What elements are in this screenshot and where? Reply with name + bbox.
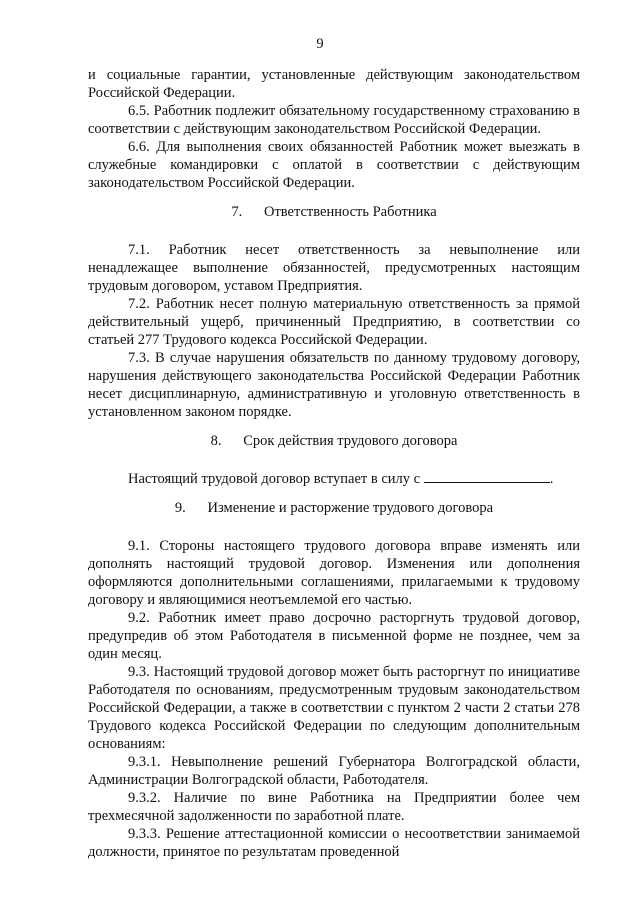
paragraph-9-3-2: 9.3.2. Наличие по вине Работника на Предприятии более чем трехмесячной задолженности по заработной плате. <box>88 790 580 824</box>
effective-date-period: . <box>549 471 554 487</box>
paragraph-7-3: 7.3. В случае нарушения обязательств по данному трудовому договору, нарушения действующего законодательства Российской Федерации Работник несет дисциплинарную, административную и уголовную ответственность в установленном законом порядке. <box>88 350 580 420</box>
paragraph-6-6: 6.6. Для выполнения своих обязанностей Работник может выезжать в служебные командировки с оплатой в соответствии с действующим законодательством Российской Федерации. <box>88 139 580 191</box>
paragraph-9-1: 9.1. Стороны настоящего трудового договора вправе изменять или дополнять настоящий трудовой договор. Изменения или дополнения оформляются дополнительными соглашениями, прилагаемыми к трудовому договору и являющимися неотъемлемой его частью. <box>88 538 580 608</box>
paragraph-8-effective-date <box>88 470 580 488</box>
paragraph-9-3-3: 9.3.3. Решение аттестационной комиссии о несоответствии занимаемой должности, принятое по результатам проведенной <box>88 826 580 860</box>
section-9-heading: 9. Изменение и расторжение трудового договора <box>174 500 494 516</box>
paragraph-9-2: 9.2. Работник имеет право досрочно расторгнуть трудовой договор, предупредив об этом Работодателя в письменной форме не позднее, чем за один месяц. <box>88 610 580 662</box>
section-7-heading: 7. Ответственность Работника <box>231 204 437 220</box>
document-body <box>88 66 580 861</box>
paragraph-6-continuation: и социальные гарантии, установленные действующим законодательством Российской Федерации. <box>88 67 580 101</box>
page-number: 9 <box>316 36 324 52</box>
paragraph-9-3-1: 9.3.1. Невыполнение решений Губернатора Волгоградской области, Администрации Волгоградской области, Работодателя. <box>88 754 580 788</box>
effective-date-text: Настоящий трудовой договор вступает в силу с <box>128 471 421 487</box>
paragraph-7-2: 7.2. Работник несет полную материальную ответственность за прямой действительный ущерб, причиненный Предприятию, в соответствии со статьей 277 Трудового кодекса Российской Федерации. <box>88 296 580 348</box>
paragraph-7-1: 7.1. Работник несет ответственность за невыполнение или ненадлежащее выполнение обязанностей, предусмотренных настоящим трудовым договором, уставом Предприятия. <box>88 242 580 294</box>
paragraph-6-5: 6.5. Работник подлежит обязательному государственному страхованию в соответствии с действующим законодательством Российской Федерации. <box>88 103 580 137</box>
date-blank-line <box>424 470 550 483</box>
section-8-heading: 8. Срок действия трудового договора <box>210 433 458 449</box>
paragraph-9-3: 9.3. Настоящий трудовой договор может быть расторгнут по инициативе Работодателя по основаниям, предусмотренным трудовым законодательством Российской Федерации, а также в соответствии с пунктом 2 части 2 статьи 278 Трудового кодекса Российской Федерации по следующим дополнительным основаниям: <box>88 664 580 752</box>
